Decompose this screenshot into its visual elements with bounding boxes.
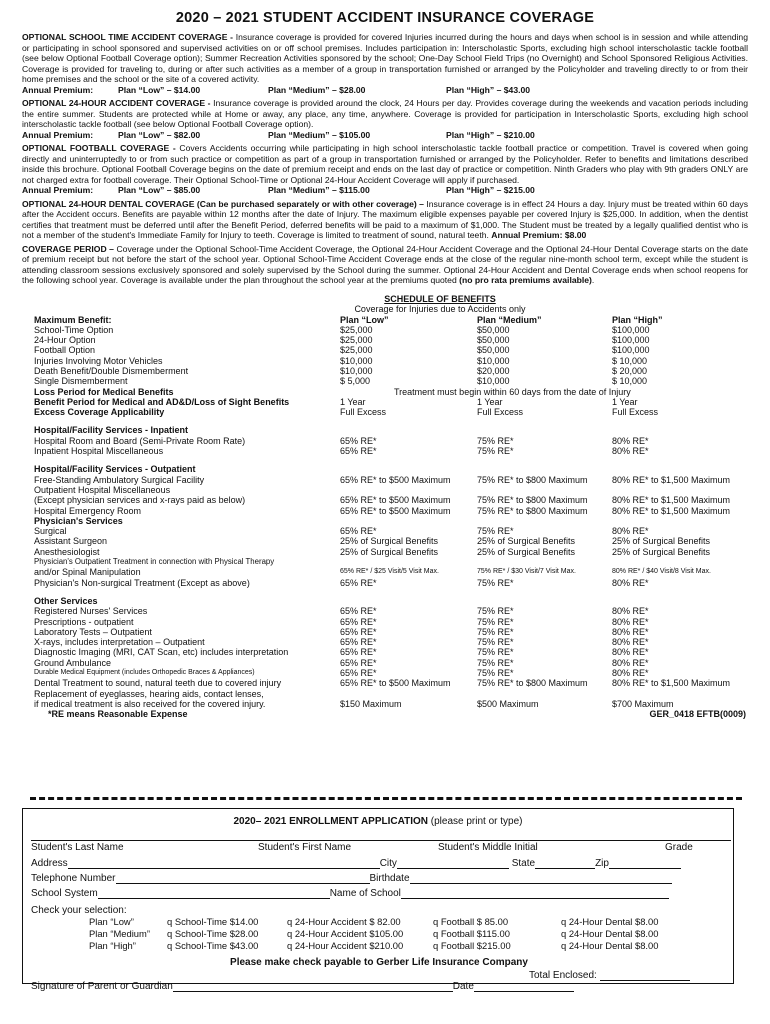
- benefit-label: Surgical: [34, 526, 67, 537]
- football-heading: OPTIONAL FOOTBALL COVERAGE -: [22, 143, 176, 153]
- benefit-value: 80% RE*: [612, 435, 649, 446]
- benefit-value: $10,000: [340, 365, 373, 376]
- first-name-label: Student's First Name: [258, 842, 352, 853]
- benefit-value: 65% RE*: [340, 647, 377, 658]
- benefit-value: 80% RE*: [612, 647, 649, 658]
- hour24-text: Insurance coverage is provided around the clock, 24 Hours per day. Provides coverage during the weekends and vacation periods including the entire summer. Students are protected while at Home or away, any place, any time, anywhere. Coverage is provided for participation in Interscholastic Sports, excluding high school interscholastic tackle football (see below Optional Football Coverage option).: [22, 98, 748, 129]
- benefit-value: 75% RE*: [477, 647, 514, 658]
- benefit-label: Inpatient Hospital Miscellaneous: [34, 446, 164, 457]
- benefit-value: $10,000: [477, 355, 510, 366]
- football-text: Covers Accidents occurring while participating in high school interscholastic tackle football practice or competition. Travel is covered when going directly and uninterruptedly to or from such practice or competition as part of a group in transportation furnished or arranged by the Policyholder. Refer to benefits and limitations described inside this brochure. Optional Football Coverage begins on the date of premium receipt and ends on the last day of practice or competition. Ninth Graders who play with 9th graders ONLY are not charged extra for football coverage. Their Optional School-Time or Optional 24-Hour Accident Coverage will apply if purchased.: [22, 143, 749, 185]
- name-field-line[interactable]: [31, 829, 731, 841]
- schedule-spacer: [22, 456, 748, 464]
- benefit-value: $25,000: [340, 335, 373, 346]
- benefit-value: $150 Maximum: [340, 698, 402, 709]
- benefit-value: 75% RE*: [477, 657, 514, 668]
- enrollment-title: 2020– 2021 ENROLLMENT APPLICATION (please print or type): [233, 816, 523, 827]
- total-enclosed-row: Total Enclosed:: [529, 970, 690, 981]
- benefit-value: 75% RE*: [477, 637, 514, 648]
- benefit-value: 65% RE*: [340, 577, 377, 588]
- benefit-value: 80% RE*: [612, 606, 649, 617]
- school-row: School System Name of School: [31, 888, 669, 899]
- benefit-label: Injuries Involving Motor Vehicles: [34, 355, 163, 366]
- benefit-value: $100,000: [612, 345, 650, 356]
- telephone-row: Telephone Number Birthdate: [31, 873, 672, 884]
- benefit-value: 80% RE*: [612, 668, 649, 678]
- benefit-label: Benefit Period for Medical and AD&D/Loss of Sight Benefits: [34, 396, 290, 407]
- benefit-value: 75% RE* to $800 Maximum: [477, 495, 588, 506]
- schedule-row: [22, 325, 748, 335]
- schedule-row: [22, 397, 748, 407]
- football-section: [22, 143, 748, 196]
- benefit-label: Free-Standing Ambulatory Surgical Facility: [34, 474, 205, 485]
- hour24-heading: OPTIONAL 24-HOUR ACCIDENT COVERAGE -: [22, 98, 211, 108]
- school-time-heading: OPTIONAL SCHOOL TIME ACCIDENT COVERAGE -: [22, 32, 234, 42]
- benefit-label: Physician's Non-surgical Treatment (Except as above): [34, 577, 250, 588]
- benefit-label: X-rays, includes interpretation – Outpatient: [34, 637, 205, 648]
- benefit-value: 65% RE*: [340, 626, 377, 637]
- address-input[interactable]: [68, 859, 380, 869]
- schedule-row: [22, 436, 748, 446]
- coverage-period-section: COVERAGE PERIOD – Coverage under the Optional School-Time Accident Coverage, the Optional 24-Hour Accident Coverage and the Optional 24-Hour Dental Coverage starts on the date of premium receipt but not before the start of the school year. Optional School-Time Accident Coverage ends at the close of the regular nine-month school term, except while the student is attending classroom sessions exclusively sponsored and solely supervised by the School during the summer. Optional 24-Hour Accident and Dental Coverage ends when school reopens for the following school year. Coverage is available under the plan throughout the school year at the premiums quoted (no pro rata premiums available).: [22, 243, 749, 285]
- benefit-label: Diagnostic Imaging (MRI, CAT Scan, etc) includes interpretation: [34, 647, 289, 658]
- schedule-row: [22, 637, 748, 647]
- benefit-value: $25,000: [340, 324, 373, 335]
- dental-section: [22, 199, 748, 241]
- plan-name: Plan “Low”: [89, 916, 134, 927]
- benefit-value: 75% RE*: [477, 526, 514, 537]
- benefit-label: Hospital Room and Board (Semi-Private Room Rate): [34, 435, 246, 446]
- schedule-row: [22, 425, 748, 435]
- benefit-value: $ 20,000: [612, 365, 648, 376]
- schedule-row: [22, 578, 748, 588]
- dental-heading: OPTIONAL 24-HOUR DENTAL COVERAGE (Can be purchased separately or with other coverage) –: [22, 198, 424, 209]
- page-title: 2020 – 2021 STUDENT ACCIDENT INSURANCE COVERAGE: [175, 10, 595, 26]
- benefit-value: 75% RE* to $800 Maximum: [477, 474, 588, 485]
- schedule-row: [22, 464, 748, 474]
- benefit-value: 80% RE*: [612, 626, 649, 637]
- benefit-value: $700 Maximum: [612, 698, 674, 709]
- schedule-spacer: [22, 417, 748, 425]
- benefit-label: Laboratory Tests – Outpatient: [34, 626, 152, 637]
- schedule-row: [22, 446, 748, 456]
- benefit-value: 1 Year: [340, 396, 366, 407]
- benefit-label: Hospital/Facility Services - Inpatient: [34, 425, 189, 436]
- benefit-value: 75% RE* to $800 Maximum: [477, 678, 588, 689]
- benefit-value: 65% RE*: [340, 637, 377, 648]
- middle-initial-label: Student's Middle Initial: [438, 842, 538, 853]
- benefit-value: 65% RE* to $500 Maximum: [340, 474, 451, 485]
- benefit-value: Plan “High”: [612, 314, 663, 325]
- benefit-value: 80% RE*: [612, 446, 649, 457]
- benefit-value: $20,000: [477, 365, 510, 376]
- benefit-value: $100,000: [612, 324, 650, 335]
- benefit-label: Replacement of eyeglasses, hearing aids, contact lenses,: [34, 688, 264, 699]
- benefit-value: $25,000: [340, 345, 373, 356]
- schedule-heading: [132, 294, 748, 315]
- plan-checkbox-option[interactable]: q 24-Hour Accident $105.00: [287, 928, 404, 939]
- benefit-label: 24-Hour Option: [34, 335, 96, 346]
- benefit-value: 25% of Surgical Benefits: [340, 536, 439, 547]
- schedule-of-benefits-table: [22, 315, 748, 710]
- schedule-row: [22, 335, 748, 345]
- signature-input[interactable]: [173, 982, 453, 992]
- benefit-label: Anesthesiologist: [34, 546, 100, 557]
- football-premium: Annual Premium: Plan “Low” – $85.00 Plan “Medium” – $115.00 Plan “High” – $215.00: [22, 185, 535, 195]
- plan-checkbox-option[interactable]: q 24-Hour Accident $210.00: [287, 940, 404, 951]
- benefit-value: 65% RE*: [340, 657, 377, 668]
- schedule-subtitle: Coverage for Injuries due to Accidents only: [354, 304, 526, 314]
- schedule-row: [22, 606, 748, 616]
- last-name-label: Student's Last Name: [31, 842, 124, 853]
- benefit-label: Loss Period for Medical Benefits: [34, 386, 174, 397]
- plan-name: Plan “High”: [89, 940, 136, 951]
- schedule-row: [22, 475, 748, 485]
- benefit-label: Registered Nurses' Services: [34, 606, 148, 617]
- schedule-row: [22, 356, 748, 366]
- benefit-value: 65% RE*: [340, 446, 377, 457]
- schedule-title: SCHEDULE OF BENEFITS: [384, 293, 496, 304]
- benefit-value: 80% RE*: [612, 577, 649, 588]
- schedule-row: [22, 596, 748, 606]
- plan-checkbox-option[interactable]: q Football $215.00: [433, 940, 511, 951]
- benefit-value: $ 5,000: [340, 376, 371, 387]
- benefit-label: Physician's Services: [34, 515, 123, 526]
- plan-checkbox-option[interactable]: q Football $ 85.00: [433, 916, 509, 927]
- benefit-value: 1 Year: [612, 396, 638, 407]
- form-code: GER_0418 EFTB(0009): [649, 709, 746, 720]
- benefit-label: Prescriptions - outpatient: [34, 616, 134, 627]
- plan-checkbox-option[interactable]: q 24-Hour Dental $8.00: [561, 916, 659, 927]
- schedule-row: [22, 668, 748, 678]
- benefit-label: Hospital/Facility Services - Outpatient: [34, 464, 196, 475]
- signature-row: Signature of Parent or Guardian Date: [31, 981, 574, 992]
- plan-checkbox-option[interactable]: q School-Time $43.00: [167, 940, 259, 951]
- benefit-value: 75% RE* to $800 Maximum: [477, 505, 588, 516]
- schedule-row: [22, 516, 748, 526]
- schedule-row: [22, 345, 748, 355]
- benefit-label: Other Services: [34, 595, 98, 606]
- benefit-label: Maximum Benefit:: [34, 314, 112, 325]
- benefit-value: 80% RE* / $40 Visit/8 Visit Max.: [612, 568, 711, 576]
- benefit-value: 80% RE*: [612, 637, 649, 648]
- schedule-row: [22, 658, 748, 668]
- schedule-spacer: [22, 588, 748, 596]
- benefit-value: 65% RE*: [340, 668, 377, 678]
- plan-checkbox-option[interactable]: q Football $115.00: [433, 928, 510, 939]
- benefit-label: Single Dismemberment: [34, 376, 128, 387]
- school-time-text: Insurance coverage is provided for covered Injuries incurred during the hours and days when school is in session and while attending or participating in school sponsored and supervised activities on or off school premises. Includes participation in: Interscholastic Sports, excluding high school interscholastic tackle football (see below Optional Football Coverage option); Summer Recreation Activities sponsored by the school; One-Day School Field Trips (no Overnight) and School Sponsored Religious Activities. Coverage is provided for traveling to, during or after such activities as a member of a group in transportation furnished or arranged by the Policyholder and traveling directly to or from their home premises and the school or the site of a covered activity.: [22, 32, 748, 84]
- benefit-value: 65% RE*: [340, 435, 377, 446]
- benefit-value: 80% RE*: [612, 657, 649, 668]
- city-input[interactable]: [397, 859, 509, 869]
- plan-checkbox-option[interactable]: q School-Time $14.00: [167, 916, 259, 927]
- benefit-value: 65% RE* to $500 Maximum: [340, 505, 451, 516]
- benefit-value: Plan “Low”: [340, 314, 389, 325]
- school-time-premium: Annual Premium: Plan “Low” – $14.00 Plan “Medium” – $28.00 Plan “High” – $43.00: [22, 84, 531, 95]
- schedule-row: [22, 557, 748, 567]
- benefit-label: Outpatient Hospital Miscellaneous: [34, 484, 171, 495]
- benefit-value: 25% of Surgical Benefits: [612, 546, 711, 557]
- zip-input[interactable]: [609, 859, 681, 869]
- benefit-value: $ 10,000: [612, 376, 648, 387]
- schedule-row: [22, 627, 748, 637]
- benefit-value: 80% RE* to $1,500 Maximum: [612, 495, 731, 506]
- benefit-value: 65% RE*: [340, 616, 377, 627]
- schedule-row: [22, 376, 748, 386]
- benefit-value: 75% RE*: [477, 668, 514, 678]
- schedule-row: [22, 526, 748, 536]
- benefit-value: Plan “Medium”: [477, 314, 542, 325]
- benefit-label: School-Time Option: [34, 324, 114, 335]
- telephone-input[interactable]: [116, 874, 370, 884]
- benefit-label: Football Option: [34, 345, 96, 356]
- benefit-label: Excess Coverage Applicability: [34, 407, 165, 418]
- benefit-value: $10,000: [477, 376, 510, 387]
- schedule-row: [22, 407, 748, 417]
- plan-name: Plan “Medium”: [89, 928, 150, 939]
- schedule-row: [22, 506, 748, 516]
- benefit-value: $50,000: [477, 345, 510, 356]
- benefit-value: 80% RE* to $1,500 Maximum: [612, 505, 731, 516]
- hour24-section: [22, 98, 748, 140]
- schedule-row: [22, 699, 748, 709]
- plan-checkbox-option[interactable]: q 24-Hour Dental $8.00: [561, 940, 659, 951]
- benefit-value: $100,000: [612, 335, 650, 346]
- schedule-footer: [22, 709, 748, 721]
- plan-checkbox-option[interactable]: q School-Time $28.00: [167, 928, 259, 939]
- schedule-row: [22, 536, 748, 546]
- benefit-value: $10,000: [340, 355, 373, 366]
- benefit-value: 75% RE*: [477, 435, 514, 446]
- benefit-value: 80% RE*: [612, 526, 649, 537]
- benefit-value: 1 Year: [477, 396, 503, 407]
- re-note: *RE means Reasonable Expense: [48, 709, 188, 720]
- schedule-row: [22, 495, 748, 505]
- benefit-value: Full Excess: [477, 407, 524, 418]
- benefit-value: 75% RE*: [477, 577, 514, 588]
- schedule-row: [22, 315, 748, 325]
- benefit-label: if medical treatment is also received for the covered injury.: [34, 698, 266, 709]
- benefit-label: and/or Spinal Manipulation: [34, 567, 141, 578]
- benefit-value: 75% RE*: [477, 626, 514, 637]
- coverage-period-heading: COVERAGE PERIOD –: [22, 243, 114, 254]
- benefit-value: 65% RE* to $500 Maximum: [340, 678, 451, 689]
- check-selection-label: Check your selection:: [31, 905, 127, 916]
- enrollment-form: [22, 808, 734, 992]
- benefit-value: Full Excess: [340, 407, 387, 418]
- benefit-value: 25% of Surgical Benefits: [477, 546, 576, 557]
- benefit-label: Assistant Surgeon: [34, 536, 108, 547]
- schedule-row: [22, 689, 748, 699]
- benefit-value: Full Excess: [612, 407, 659, 418]
- coverage-period-text: Coverage under the Optional School-Time Accident Coverage, the Optional 24-Hour Accident Coverage and the Optional 24-Hour Dental Coverage starts on the date of premium receipt but not before the start of the school year. Optional School-Time Accident Coverage ends at the close of the regular nine-month school term, except while the student is attending classroom sessions exclusively sponsored and solely supervised by the School during the summer. Optional 24-Hour Accident and Dental Coverage ends when school reopens for the following school year. Coverage is available under the plan throughout the school year at the premiums quoted: [22, 243, 749, 285]
- total-enclosed-input[interactable]: [600, 971, 690, 981]
- schedule-row: [22, 387, 748, 397]
- benefit-label: Dental Treatment to sound, natural teeth due to covered injury: [34, 678, 282, 689]
- grade-label: Grade: [665, 842, 693, 853]
- benefit-value: $50,000: [477, 324, 510, 335]
- schedule-row: [22, 617, 748, 627]
- schedule-row: [22, 678, 748, 688]
- school-system-input[interactable]: [98, 889, 330, 899]
- benefit-label: Ground Ambulance: [34, 657, 112, 668]
- address-row: Address City State Zip: [31, 858, 681, 869]
- benefit-label: Physician's Outpatient Treatment in connection with Physical Therapy: [34, 557, 275, 567]
- benefit-value: $500 Maximum: [477, 698, 539, 709]
- benefit-value: 75% RE* / $30 Visit/7 Visit Max.: [477, 568, 576, 576]
- benefit-label: Death Benefit/Double Dismemberment: [34, 365, 189, 376]
- state-input[interactable]: [535, 859, 595, 869]
- benefit-value: $50,000: [477, 335, 510, 346]
- benefit-value: 80% RE*: [612, 616, 649, 627]
- plan-checkbox-option[interactable]: q 24-Hour Accident $ 82.00: [287, 916, 401, 927]
- payable-note: Please make check payable to Gerber Life Insurance Company: [230, 957, 528, 968]
- coverage-period-bold: (no pro rata premiums available): [459, 275, 592, 285]
- birthdate-input[interactable]: [410, 874, 672, 884]
- schedule-row: [22, 547, 748, 557]
- benefit-value: 75% RE*: [477, 446, 514, 457]
- date-input[interactable]: [474, 982, 574, 992]
- benefit-label: (Except physician services and x-rays paid as below): [34, 495, 246, 506]
- school-name-input[interactable]: [401, 889, 669, 899]
- benefit-label: Durable Medical Equipment (includes Orthopedic Braces & Appliances): [34, 669, 255, 676]
- benefit-value: 25% of Surgical Benefits: [477, 536, 576, 547]
- benefit-value: 65% RE* / $25 Visit/5 Visit Max.: [340, 568, 439, 576]
- dental-text: Insurance coverage is in effect 24 Hours a day. Injury must be treated within 60 days after the Accident occurs. Benefits are payable within 12 months after the date of Injury. The maximum eligible expenses payable per covered Injury is $25,000. In addition, when the dentist certifies that treatment must be deferred until after the Benefit Period, deferred benefits will be paid to a maximum of $1,000. The Student must be treated by a legally qualified dentist who is not a member of the student's Immediate Family for Injury to teeth. Coverage is limited to treatment of sound, natural teeth.: [22, 198, 748, 240]
- schedule-row: [22, 485, 748, 495]
- benefit-value: $ 10,000: [612, 355, 648, 366]
- benefit-value: 65% RE*: [340, 526, 377, 537]
- benefit-value: 75% RE*: [477, 606, 514, 617]
- cut-line-divider: [30, 797, 742, 800]
- dental-premium: Annual Premium: $8.00: [491, 230, 587, 240]
- benefit-value: 25% of Surgical Benefits: [612, 536, 711, 547]
- benefit-value: 25% of Surgical Benefits: [340, 546, 439, 557]
- benefit-value: 80% RE* to $1,500 Maximum: [612, 474, 731, 485]
- school-time-section: [22, 32, 748, 95]
- plan-checkbox-option[interactable]: q 24-Hour Dental $8.00: [561, 928, 659, 939]
- schedule-row: [22, 647, 748, 657]
- benefit-value: 65% RE*: [340, 606, 377, 617]
- benefit-value: 65% RE* to $500 Maximum: [340, 495, 451, 506]
- benefit-label: Hospital Emergency Room: [34, 505, 142, 516]
- document-page: [22, 10, 748, 721]
- hour24-premium: Annual Premium: Plan “Low” – $82.00 Plan “Medium” – $105.00 Plan “High” – $210.00: [22, 129, 535, 140]
- schedule-row: [22, 366, 748, 376]
- benefit-value: Treatment must begin within 60 days from the date of Injury: [394, 386, 631, 397]
- benefit-value: 75% RE*: [477, 616, 514, 627]
- schedule-row: [22, 567, 748, 577]
- benefit-value: 80% RE* to $1,500 Maximum: [612, 678, 731, 689]
